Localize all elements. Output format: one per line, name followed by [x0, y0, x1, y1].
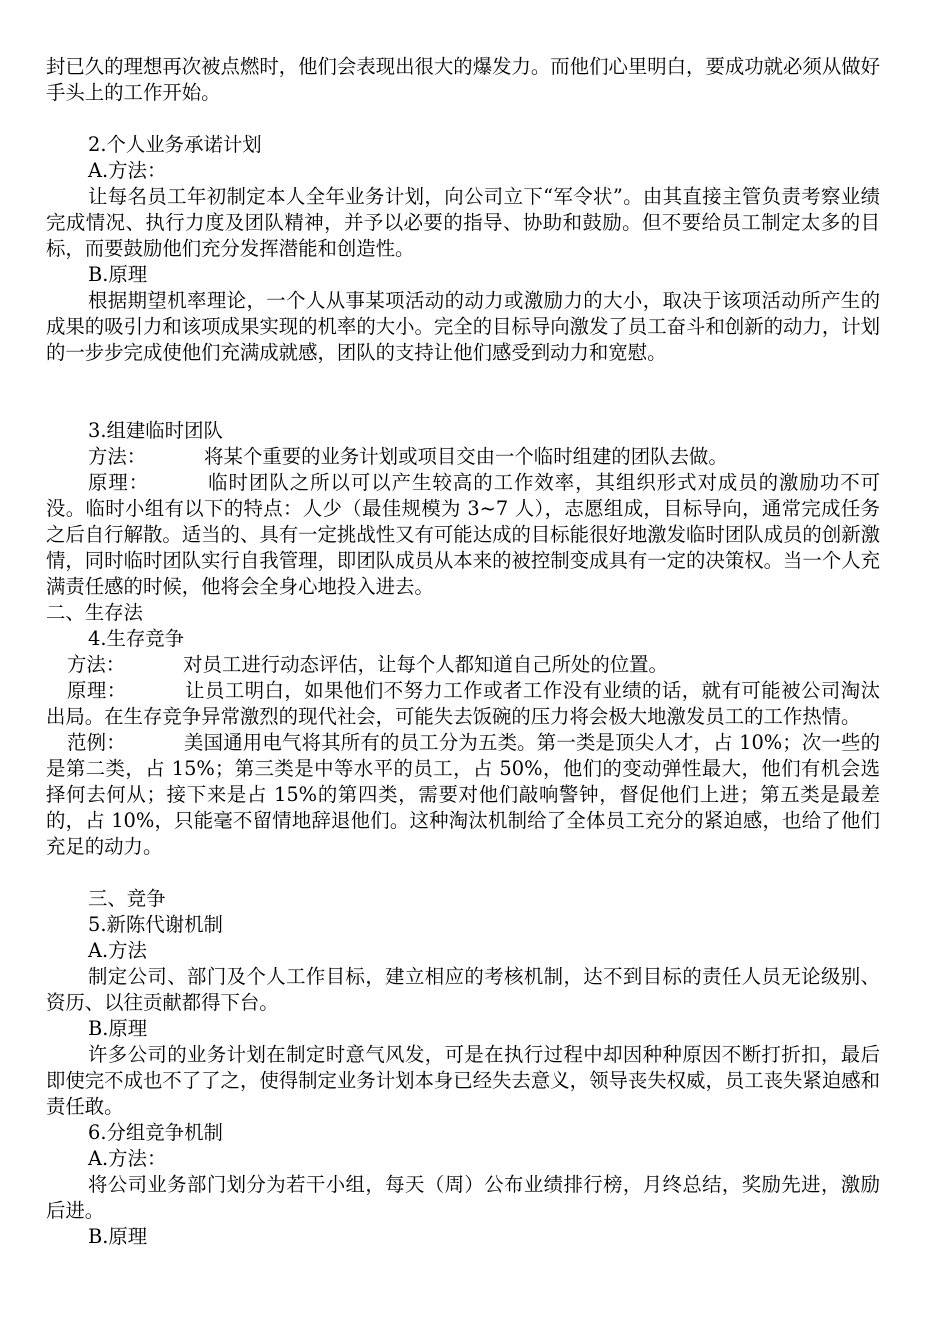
- spacer: [46, 366, 880, 418]
- section-3-method: [46, 444, 880, 470]
- principle-label: 原理：: [88, 471, 150, 494]
- section-5-principle-heading: B.原理: [88, 1017, 148, 1040]
- method-text: 将某个重要的业务计划或项目交由一个临时组建的团队去做。: [204, 445, 728, 468]
- section-6-method-text: 将公司业务部门划分为若干小组，每天（周）公布业绩排行榜，月终总结，奖励先进，激励后进。: [46, 1173, 880, 1222]
- method-label: 方法：: [88, 445, 147, 468]
- section-4-principle: [46, 678, 880, 730]
- section-5-method-text: 制定公司、部门及个人工作目标，建立相应的考核机制，达不到目标的责任人员无论级别、资历、以往贡献都得下台。: [46, 965, 880, 1014]
- principle-text: 让员工明白，如果他们不努力工作或者工作没有业绩的话，就有可能被公司淘汰出局。在生存竞争异常激烈的现代社会，可能失去饭碗的压力将会极大地激发员工的工作热情。: [46, 679, 881, 728]
- section-2-principle-text: 根据期望机率理论，一个人从事某项活动的动力或激励力的大小，取决于该项活动所产生的成果的吸引力和该项成果实现的机率的大小。完全的目标导向激发了员工奋斗和创新的动力，计划的一步步完成使他们充满成就感，团队的支持让他们感受到动力和宽慰。: [46, 289, 880, 364]
- section-6-title: 6.分组竞争机制: [88, 1121, 223, 1144]
- paragraph-continued: 封已久的理想再次被点燃时，他们会表现出很大的爆发力。而他们心里明白，要成功就必须从做好手头上的工作开始。: [46, 55, 880, 104]
- spacer: [46, 860, 880, 886]
- section-6-principle-heading: B.原理: [88, 1225, 148, 1248]
- section-3-title: 3.组建临时团队: [88, 419, 223, 442]
- section-2-method-text: 让每名员工年初制定本人全年业务计划，向公司立下“军令状”。由其直接主管负责考察业绩完成情况、执行力度及团队精神，并予以必要的指导、协助和鼓励。但不要给员工制定太多的目标，而要鼓励他们充分发挥潜能和创造性。: [46, 185, 880, 260]
- section-5-title: 5.新陈代谢机制: [88, 913, 223, 936]
- example-text: 美国通用电气将其所有的员工分为五类。第一类是顶尖人才，占 10%；次一些的是第二类，占 15%；第三类是中等水平的员工，占 50%，他们的变动弹性最大，他们有机会选择何去何从；接下来是占 15%的第四类，需要对他们敲响警钟，督促他们上进；第五类是最差的，占 10%，只能毫不留情地辞退他们。这种淘汰机制给了全体员工充分的紧迫感，也给了他们充足的动力。: [46, 731, 880, 858]
- section-2-title: 2.个人业务承诺计划: [88, 133, 262, 156]
- spacer: [46, 106, 880, 132]
- section-5-method-heading: A.方法: [88, 939, 147, 962]
- example-label: 范例：: [67, 731, 126, 754]
- section-4-example: [46, 730, 880, 860]
- section-2-method-heading: A.方法：: [88, 159, 167, 182]
- section-4-title: 4.生存竞争: [88, 627, 185, 650]
- method-label: 方法：: [67, 653, 126, 676]
- section-4-method: [46, 652, 880, 678]
- section-6-method-heading: A.方法：: [88, 1147, 167, 1170]
- method-text: 对员工进行动态评估，让每个人都知道自己所处的位置。: [183, 653, 668, 676]
- heading-survival: 二、生存法: [46, 601, 143, 624]
- section-5-principle-text: 许多公司的业务计划在制定时意气风发，可是在执行过程中却因种种原因不断打折扣，最后即使完不成也不了了之，使得制定业务计划本身已经失去意义，领导丧失权威，员工丧失紧迫感和责任敢。: [46, 1043, 880, 1118]
- heading-competition: 三、竞争: [88, 887, 166, 910]
- section-3-principle: [46, 470, 880, 600]
- principle-label: 原理：: [67, 679, 127, 702]
- principle-text: 临时团队之所以可以产生较高的工作效率，其组织形式对成员的激励功不可没。临时小组有以下的特点：人少（最佳规模为 3~7 人），志愿组成，目标导向，通常完成任务之后自行解散。适当的、具有一定挑战性又有可能达成的目标能很好地激发临时团队成员的创新激情，同时临时团队实行自我管理，即团队成员从本来的被控制变成具有一定的决策权。当一个人充满责任感的时候，他将会全身心地投入进去。: [46, 471, 881, 598]
- section-2-principle-heading: B.原理: [88, 263, 148, 286]
